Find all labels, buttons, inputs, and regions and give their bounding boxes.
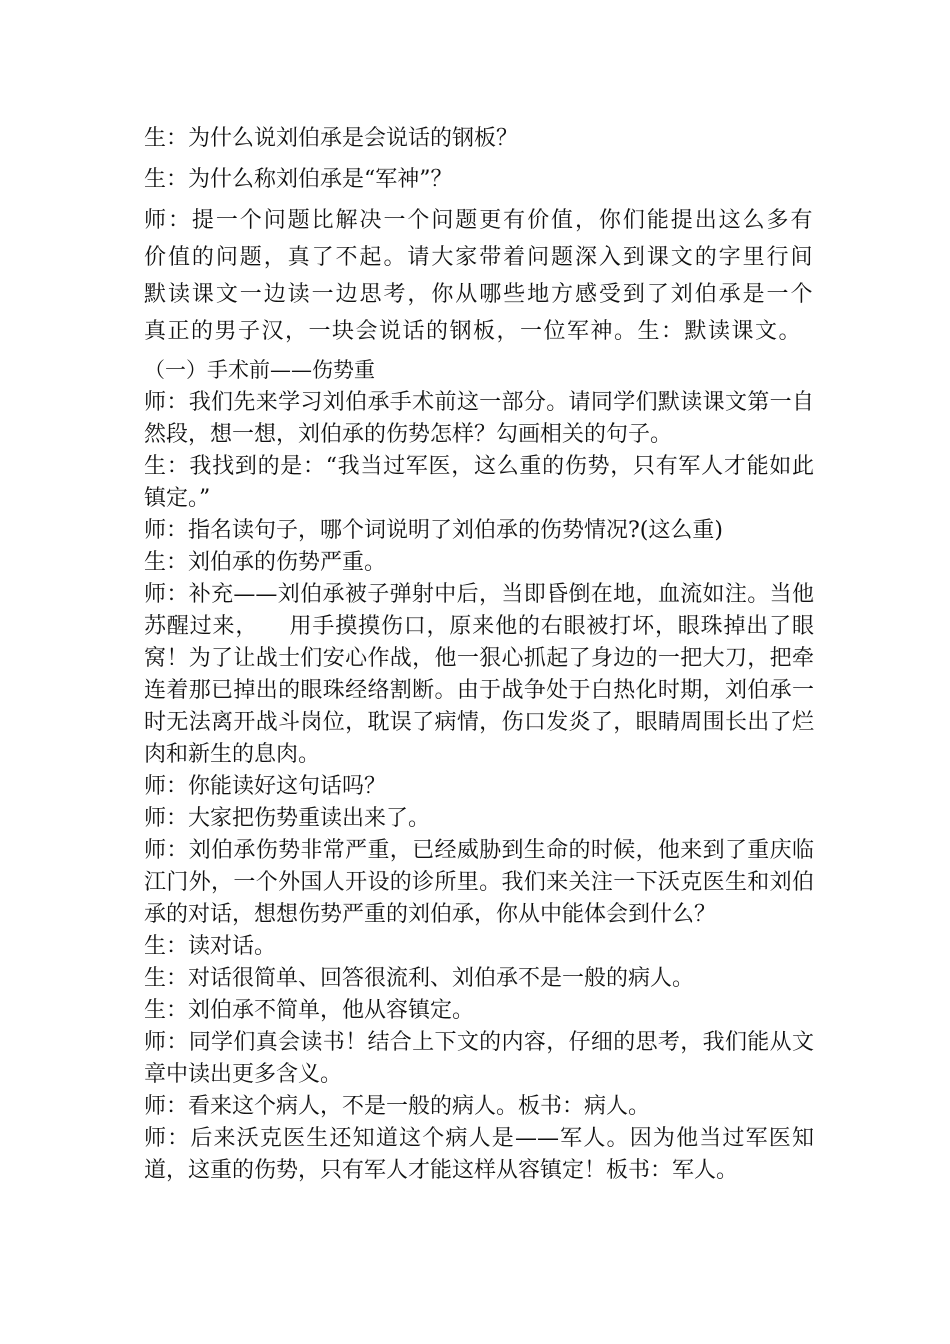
paragraph-teacher-8: 师：看来这个病人，不是一般的病人。板书：病人。 (144, 1094, 651, 1119)
paragraph-teacher-3: 师：补充——刘伯承被子弹射中后，当即昏倒在地，血流如注。当他苏醒过来， 用手摸摸伤口，原来他的右眼被打坏，眼珠掉出了眼窝！为了让战士们安心作战，他一狠心抓起了身边的一把大刀，把牵连着那已掉出的眼珠经络割断。由于战争处于白热化时期，刘伯承一时无法离开战斗岗位，耽误了病情，伤口发炎了，眼睛周围长出了烂肉和新生的息肉。 (144, 582, 814, 767)
paragraph-teacher-5: 师：大家把伤势重读出来了。 (144, 806, 431, 831)
paragraph-teacher-2: 师：指名读句子，哪个词说明了刘伯承的伤势情况?(这么重) (144, 518, 723, 543)
paragraph-student-question-2: 生：为什么称刘伯承是“军神”？ (144, 167, 453, 192)
paragraph-student-4: 生：对话很简单、回答很流利、刘伯承不是一般的病人。 (144, 966, 695, 991)
document-page (144, 120, 814, 1187)
paragraph-student-2: 生：刘伯承的伤势严重。 (144, 550, 387, 575)
paragraph-student-1: 生：我找到的是：“我当过军医，这么重的伤势，只有军人才能如此镇定。” (144, 454, 814, 511)
section-heading: （一）手术前——伤势重 (144, 358, 375, 382)
paragraph-teacher-7: 师：同学们真会读书！结合上下文的内容，仔细的思考，我们能从文章中读出更多含义。 (144, 1030, 814, 1087)
paragraph-student-3: 生：读对话。 (144, 934, 277, 959)
paragraph-student-5: 生：刘伯承不简单，他从容镇定。 (144, 998, 475, 1023)
paragraph-student-question-1: 生：为什么说刘伯承是会说话的钢板？ (144, 126, 519, 151)
paragraph-teacher-intro: 师：提一个问题比解决一个问题更有价值，你们能提出这么多有价值的问题，真了不起。请大家带着问题深入到课文的字里行间默读课文一边读一边思考，你从哪些地方感受到了刘伯承是一个真正的男子汉，一块会说话的钢板，一位军神。生：默读课文。 (144, 208, 814, 344)
paragraph-teacher-1: 师：我们先来学习刘伯承手术前这一部分。请同学们默读课文第一自然段，想一想，刘伯承的伤势怎样？勾画相关的句子。 (144, 390, 814, 447)
paragraph-teacher-9: 师：后来沃克医生还知道这个病人是——军人。因为他当过军医知道，这重的伤势，只有军人才能这样从容镇定！板书：军人。 (144, 1126, 814, 1183)
paragraph-teacher-4: 师：你能读好这句话吗？ (144, 774, 387, 799)
paragraph-teacher-6: 师：刘伯承伤势非常严重，已经威胁到生命的时候，他来到了重庆临江门外，一个外国人开设的诊所里。我们来关注一下沃克医生和刘伯承的对话，想想伤势严重的刘伯承，你从中能体会到什么？ (144, 838, 814, 927)
